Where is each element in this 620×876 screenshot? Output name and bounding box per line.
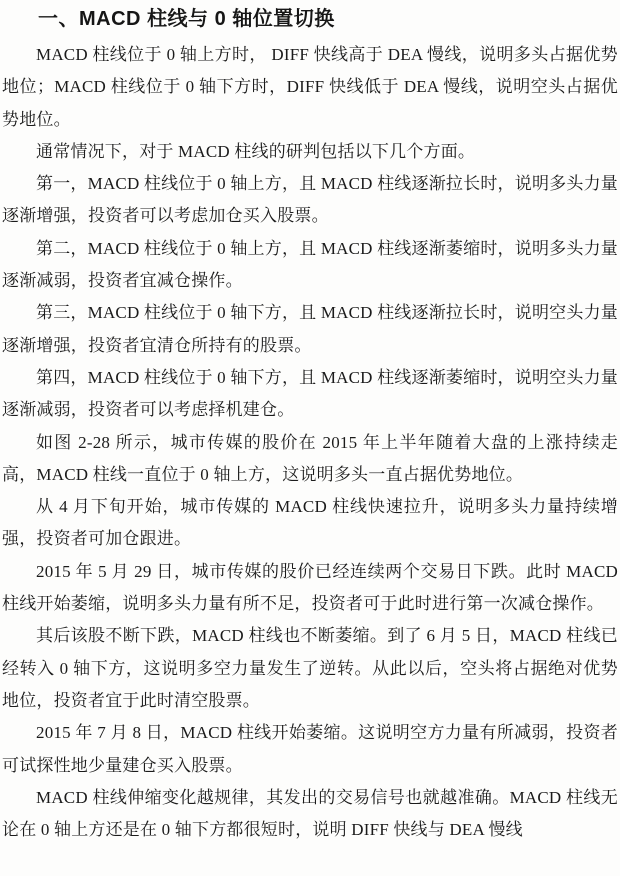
paragraph: 如图 2-28 所示，城市传媒的股价在 2015 年上半年随着大盘的上涨持续走高，MACD 柱线一直位于 0 轴上方，这说明多头一直占据优势地位。 xyxy=(2,432,618,484)
paragraph: 第一，MACD 柱线位于 0 轴上方，且 MACD 柱线逐渐拉长时，说明多头力量逐渐增强，投资者可以考虑加仓买入股票。 xyxy=(2,174,618,226)
paragraph: MACD 柱线位于 0 轴上方时， DIFF 快线高于 DEA 慢线，说明多头占据优势地位；MACD 柱线位于 0 轴下方时，DIFF 快线低于 DEA 慢线，说明空头占据优势地位。 xyxy=(2,45,618,129)
paragraph: 从 4 月下旬开始，城市传媒的 MACD 柱线快速拉升，说明多头力量持续增强，投资者可加仓跟进。 xyxy=(2,497,618,549)
paragraph: 第二，MACD 柱线位于 0 轴上方，且 MACD 柱线逐渐萎缩时，说明多头力量逐渐减弱，投资者宜减仓操作。 xyxy=(2,238,618,291)
paragraph: 2015 年 5 月 29 日，城市传媒的股价已经连续两个交易日下跌。此时 MACD 柱线开始萎缩，说明多头力量有所不足，投资者可于此时进行第一次减仓操作。 xyxy=(2,561,618,614)
section-heading: 一、MACD 柱线与 0 轴位置切换 xyxy=(38,8,335,30)
paragraph: MACD 柱线伸缩变化越规律，其发出的交易信号也就越准确。MACD 柱线无论在 0 轴上方还是在 0 轴下方都很短时，说明 DIFF 快线与 DEA 慢线 xyxy=(2,787,618,840)
paragraph: 其后该股不断下跌，MACD 柱线也不断萎缩。到了 6 月 5 日，MACD 柱线已经转入 0 轴下方，这说明多空力量发生了逆转。从此以后，空头将占据绝对优势地位，投资者宜于此时清空股票。 xyxy=(2,626,618,710)
paragraph: 通常情况下，对于 MACD 柱线的研判包括以下几个方面。 xyxy=(36,141,476,161)
page-body xyxy=(2,39,618,846)
paragraph: 2015 年 7 月 8 日，MACD 柱线开始萎缩。这说明空方力量有所减弱，投资者可试探性地少量建仓买入股票。 xyxy=(2,723,618,775)
paragraph: 第四，MACD 柱线位于 0 轴下方，且 MACD 柱线逐渐萎缩时，说明空头力量逐渐减弱，投资者可以考虑择机建仓。 xyxy=(2,367,618,420)
paragraph: 第三，MACD 柱线位于 0 轴下方，且 MACD 柱线逐渐拉长时，说明空头力量逐渐增强，投资者宜清仓所持有的股票。 xyxy=(2,303,618,355)
